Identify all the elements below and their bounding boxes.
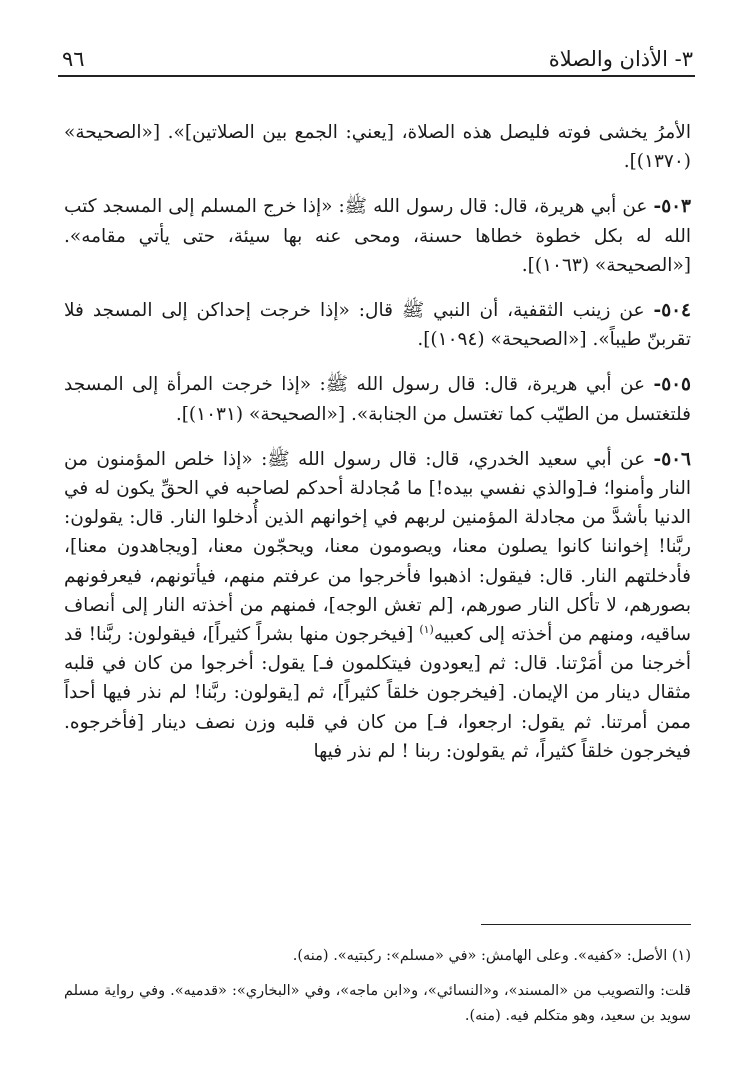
hadith-paragraph [64,445,691,766]
hadith-paragraph [64,296,691,354]
chapter-title: ٣- الأذان والصلاة [548,47,693,71]
hadith-text: عن زينب الثقفية، أن النبي ﷺ قال: «إذا خرجت إحداكن إلى المسجد فلا تقربنّ طيباً». [«الصحيحة» (١٠٩٤)]. [64,300,691,351]
hadith-number: ٥٠٥- [653,374,691,396]
hadith-number: ٥٠٦- [653,448,691,470]
page-number: ٩٦ [62,47,85,71]
hadith-text: عن أبي هريرة، قال: قال رسول الله ﷺ: «إذا خرجت المرأة إلى المسجد فلتغتسل من الطيّب كما تغتسل من الجنابة». [«الصحيحة» (١٠٣١)]. [64,374,691,425]
footnotes [64,944,691,1029]
hadith-number: ٥٠٤- [653,300,691,322]
main-text [64,118,691,766]
hadith-paragraph [64,192,691,280]
footnote-item: (١) الأصل: «كفيه». وعلى الهامش: «في «مسلم»: ركبتيه». (منه). [292,948,691,964]
hadith-text: [فيخرجون منها بشراً كثيراً]، فيقولون: ربَّنا! قد أخرجنا من أمَرْتنا. قال: ثم [يعودون فيتكلمون فـ] يقول: أخرجوا من كان في قلبه مثقال دينار من الإيمان. [فيخرجون خلقاً كثيراً]، ثم [يقولون: ربَّنا! لم نذر فيها أحداً ممن أمرتنا. ثم يقول: ارجعوا، فـ] من كان في قلبه وزن نصف دينار [فأخرجوه. فيخرجون خلقاً كثيراً، ثم يقولون: ربنا ! لم نذر فيها [64,624,691,762]
footnote-reference[interactable]: (١) [419,622,434,636]
hadith-number: ٥٠٣- [653,196,691,218]
hadith-paragraph [64,370,691,428]
header-divider [58,75,695,77]
page-header [62,40,693,70]
footnote-item: قلت: والتصويب من «المسند»، و«النسائي»، و«ابن ماجه»، وفي «البخاري»: «قدميه». وفي رواية مسلم سويد بن سعيد، وهو متكلم فيه. (منه). [64,983,691,1024]
hadith-text: عن أبي هريرة، قال: قال رسول الله ﷺ: «إذا خرج المسلم إلى المسجد كتب الله له بكل خطوة خطاها حسنة، ومحى عنه بها سيئة، حتى يأتي مقامه». [«الصحيحة» (١٠٦٣)]. [64,196,691,276]
footnote-divider [481,924,691,925]
hadith-text: عن أبي سعيد الخدري، قال: قال رسول الله ﷺ: «إذا خلص المؤمنون من النار وأمنوا؛ فـ[والذي نفسي بيده!] ما مُجادلة أحدكم لصاحبه في الحقِّ يكون له في الدنيا بأشدَّ من مجادلة المؤمنين لربهم في إخوانهم الذين أُدخلوا النار. قال: يقولون: ربَّنا! إخواننا كانوا يصلون معنا، ويصومون معنا، ويحجّون معنا، [ويجاهدون معنا]، فأدخلتهم النار. قال: فيقول: اذهبوا فأخرجوا من عرفتم منهم، فيأتونهم، فيعرفونهم بصورهم، لا تأكل النار صورهم، [لم تغش الوجه]، فمنهم من أخذته النار إلى أنصاف ساقيه، ومنهم من أخذته إلى كعبيه [64,448,691,646]
continuation-paragraph: الأمرُ يخشى فوته فليصل هذه الصلاة، [يعني: الجمع بين الصلاتين]». [«الصحيحة» (١٣٧٠)]. [64,122,691,173]
